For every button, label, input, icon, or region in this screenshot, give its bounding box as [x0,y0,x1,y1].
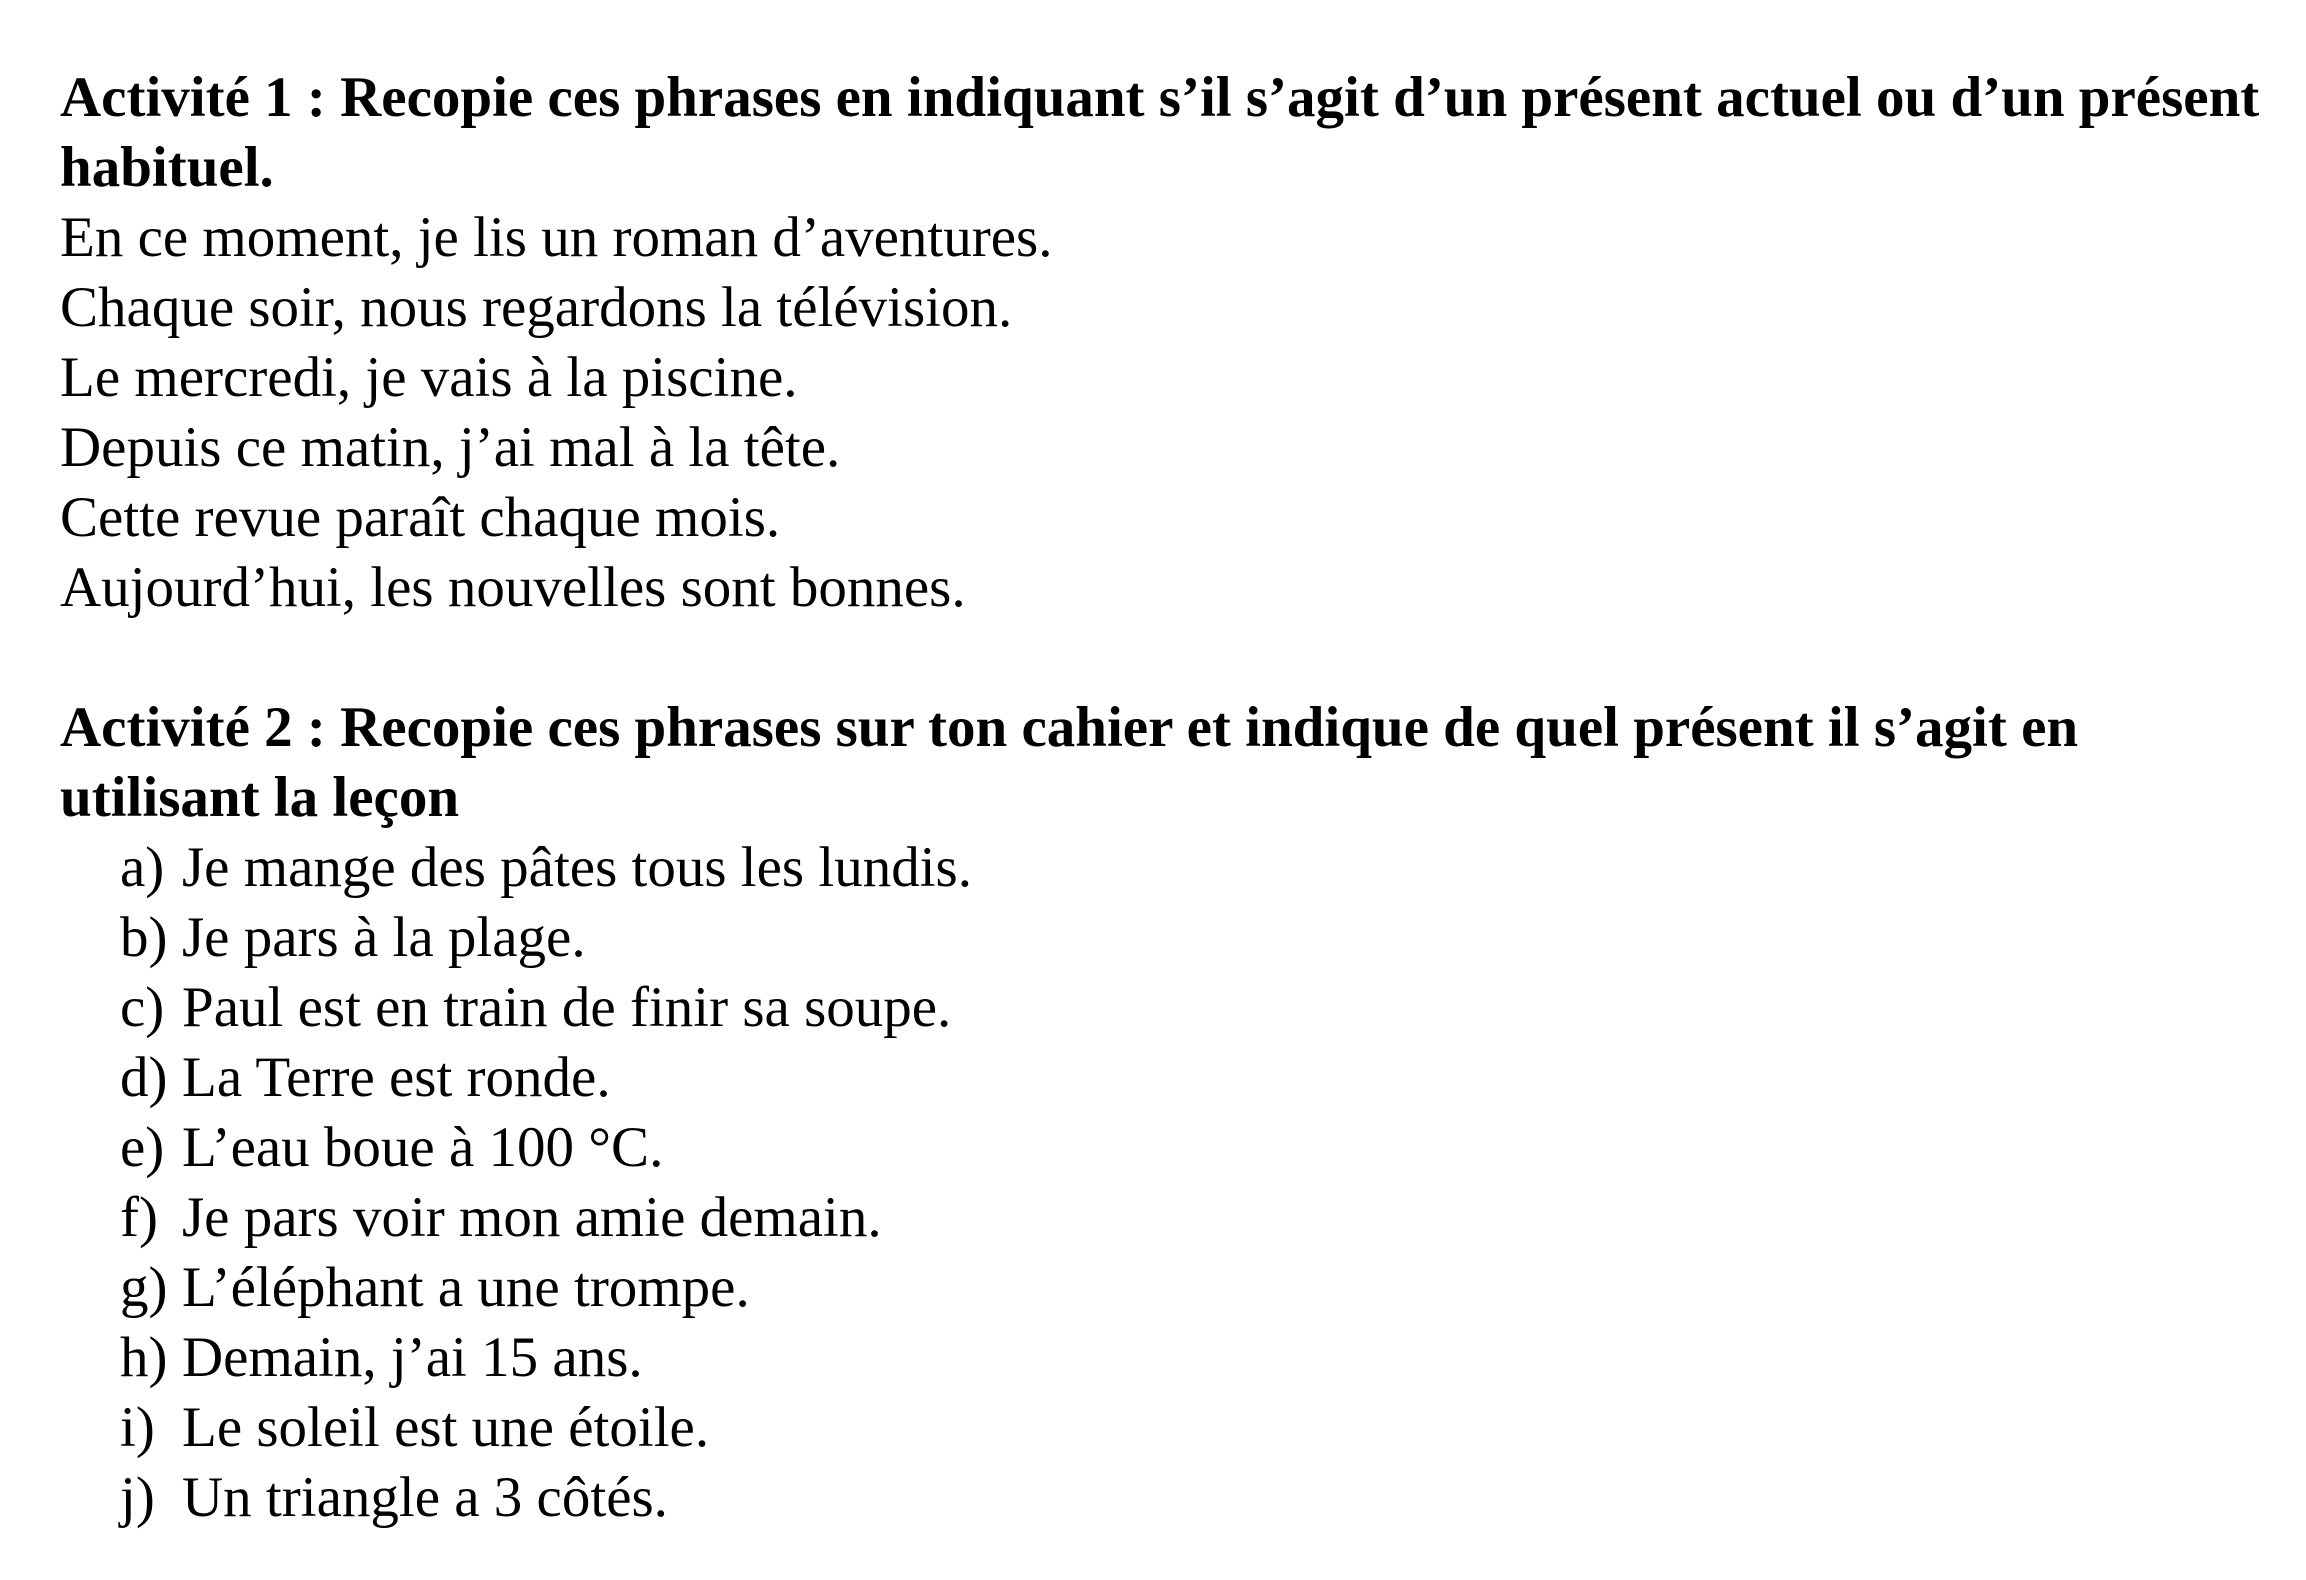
list-item-text: Demain, j’ai 15 ans. [182,1326,643,1389]
list-item-text: Je mange des pâtes tous les lundis. [182,836,972,899]
list-item [60,1463,2260,1533]
list-item-text: Un triangle a 3 côtés. [182,1466,668,1529]
list-item [60,1113,2260,1183]
activity-2-heading: Activité 2 : Recopie ces phrases sur ton cahier et indique de quel présent il s’agit en utilisant la leçon [60,696,2079,829]
list-marker: c) [120,976,165,1039]
list-marker: j) [120,1466,155,1529]
list-item-text: Paul est en train de finir sa soupe. [182,976,952,1039]
activity-1-sentence: Chaque soir, nous regardons la télévision. [60,276,1013,339]
list-marker: b) [120,906,168,969]
list-item-text: L’éléphant a une trompe. [182,1256,750,1319]
list-marker: e) [120,1116,165,1179]
document-body [60,63,2260,1533]
list-marker: i) [120,1396,155,1459]
list-item-text: Le soleil est une étoile. [182,1396,710,1459]
list-item-text: L’eau boue à 100 °C. [182,1116,664,1179]
list-marker: d) [120,1046,168,1109]
list-marker: h) [120,1326,168,1389]
list-marker: f) [120,1186,158,1249]
activity-2-list [60,833,2260,1533]
list-item-text: Je pars à la plage. [182,906,586,969]
activity-1-sentence: Aujourd’hui, les nouvelles sont bonnes. [60,556,966,619]
activity-1-heading: Activité 1 : Recopie ces phrases en indiquant s’il s’agit d’un présent actuel ou d’un présent habituel. [60,66,2260,199]
list-item [60,833,2260,903]
list-marker: g) [120,1256,168,1319]
list-item [60,1323,2260,1393]
list-item-text: La Terre est ronde. [182,1046,611,1109]
activity-1-sentence: Depuis ce matin, j’ai mal à la tête. [60,416,841,479]
list-marker: a) [120,836,165,899]
list-item [60,1393,2260,1463]
list-item [60,1043,2260,1113]
list-item-text: Je pars voir mon amie demain. [182,1186,882,1249]
list-item [60,973,2260,1043]
activity-1-sentence: Cette revue paraît chaque mois. [60,486,781,549]
activity-1-sentence: Le mercredi, je vais à la piscine. [60,346,798,409]
activity-1-sentence: En ce moment, je lis un roman d’aventures. [60,206,1053,269]
list-item [60,903,2260,973]
list-item [60,1253,2260,1323]
section-spacer [60,623,2260,693]
list-item [60,1183,2260,1253]
